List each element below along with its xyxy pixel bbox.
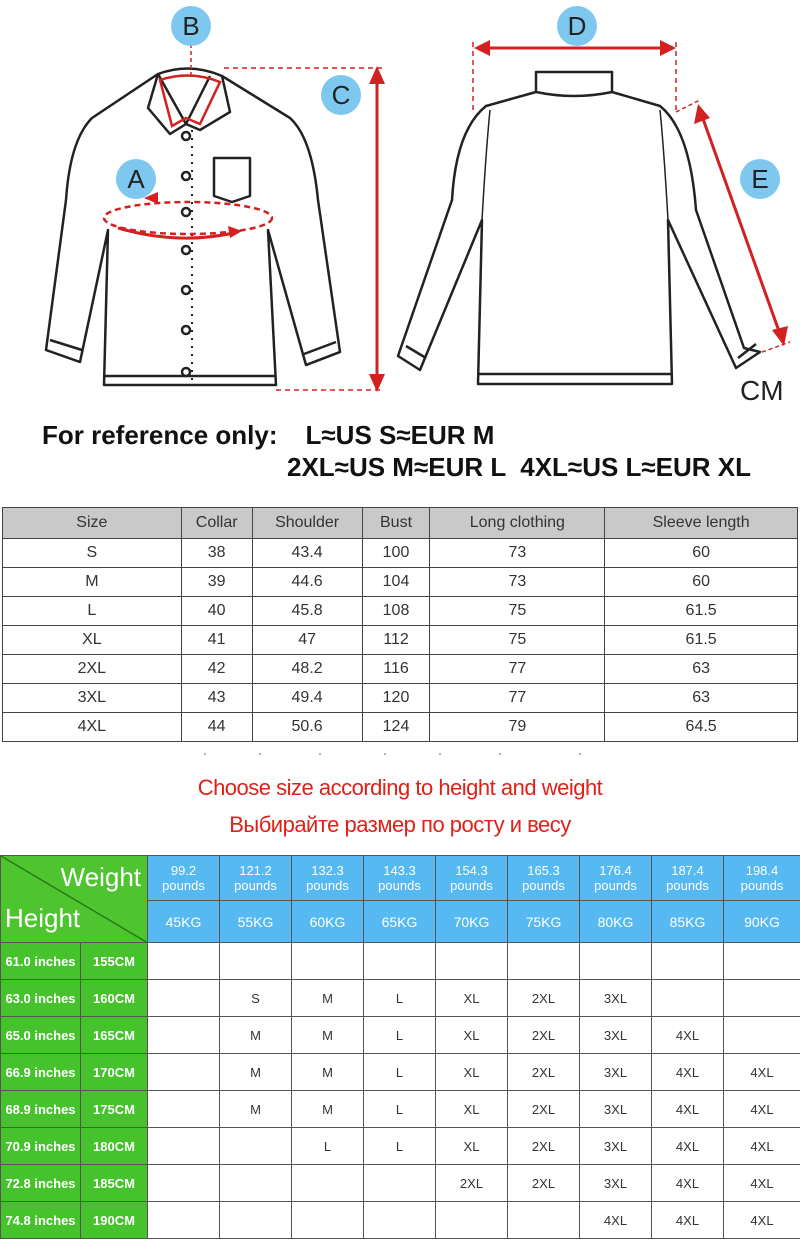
label-d: D <box>557 6 597 46</box>
label-e: E <box>740 159 780 199</box>
recommended-size-cell: L <box>364 1128 436 1165</box>
size-cell: 116 <box>362 655 430 684</box>
size-cell: 73 <box>430 568 605 597</box>
reference-l: L≈US S≈EUR M <box>305 420 495 450</box>
recommended-size-cell: M <box>220 1091 292 1128</box>
pounds-cell: 176.4 pounds <box>580 856 652 901</box>
weight-label: Weight <box>60 862 141 892</box>
recommended-size-cell: 4XL <box>724 1054 800 1091</box>
recommended-size-cell: XL <box>436 1054 508 1091</box>
recommended-size-cell: 4XL <box>724 1202 800 1239</box>
height-row <box>1 1202 800 1239</box>
size-cell: 112 <box>362 626 430 655</box>
recommended-size-cell: 2XL <box>508 1128 580 1165</box>
recommended-size-cell: 4XL <box>724 1165 800 1202</box>
kg-cell: 45KG <box>148 901 220 943</box>
kg-cell: 90KG <box>724 901 800 943</box>
pounds-cell: 198.4 pounds <box>724 856 800 901</box>
choose-size-russian: Выбирайте размер по росту и весу <box>229 812 571 837</box>
size-cell: L <box>3 597 182 626</box>
size-cell: 44.6 <box>252 568 362 597</box>
pounds-cell: 187.4 pounds <box>652 856 724 901</box>
recommended-size-cell: 4XL <box>652 1128 724 1165</box>
size-cell: 40 <box>181 597 252 626</box>
size-cell: 48.2 <box>252 655 362 684</box>
recommended-size-cell <box>364 943 436 980</box>
recommended-size-cell: S <box>220 980 292 1017</box>
recommended-size-cell: 2XL <box>436 1165 508 1202</box>
recommended-size-cell: M <box>292 1017 364 1054</box>
size-cell: XL <box>3 626 182 655</box>
recommended-size-cell: XL <box>436 1091 508 1128</box>
recommended-size-cell <box>580 943 652 980</box>
size-cell: 63 <box>605 684 798 713</box>
size-cell: 44 <box>181 713 252 742</box>
height-row <box>1 1017 800 1054</box>
size-cell: 64.5 <box>605 713 798 742</box>
choose-size-english: Choose size according to height and weight <box>197 775 603 800</box>
recommended-size-cell <box>292 1202 364 1239</box>
recommended-size-cell: 3XL <box>580 980 652 1017</box>
size-cell: 43 <box>181 684 252 713</box>
size-cell: 77 <box>430 655 605 684</box>
shirt-diagram-svg <box>0 0 800 410</box>
size-row <box>3 713 798 742</box>
reference-line-1 <box>42 420 494 451</box>
kg-cell: 75KG <box>508 901 580 943</box>
height-cm: 190CM <box>81 1202 148 1239</box>
size-row <box>3 539 798 568</box>
recommended-size-cell <box>724 980 800 1017</box>
size-cell: 45.8 <box>252 597 362 626</box>
recommended-size-cell: M <box>292 1054 364 1091</box>
size-cell: 2XL <box>3 655 182 684</box>
recommended-size-cell <box>220 943 292 980</box>
size-cell: 4XL <box>3 713 182 742</box>
size-row <box>3 597 798 626</box>
measurement-diagram <box>0 0 800 410</box>
size-cell: 75 <box>430 597 605 626</box>
height-row <box>1 980 800 1017</box>
size-chart-table <box>2 507 798 742</box>
size-cell: 108 <box>362 597 430 626</box>
size-cell: 104 <box>362 568 430 597</box>
bust-ellipse <box>104 202 272 234</box>
size-cell: 3XL <box>3 684 182 713</box>
recommended-size-cell: 4XL <box>652 1091 724 1128</box>
size-cell: 61.5 <box>605 597 798 626</box>
height-cm: 155CM <box>81 943 148 980</box>
size-cell: 50.6 <box>252 713 362 742</box>
height-inches: 65.0 inches <box>1 1017 81 1054</box>
recommended-size-cell: 4XL <box>652 1017 724 1054</box>
size-cell: 61.5 <box>605 626 798 655</box>
height-cm: 165CM <box>81 1017 148 1054</box>
recommended-size-cell: 4XL <box>652 1165 724 1202</box>
unit-label: CM <box>740 375 784 406</box>
height-cm: 180CM <box>81 1128 148 1165</box>
pounds-cell: 154.3 pounds <box>436 856 508 901</box>
recommended-size-cell: 3XL <box>580 1091 652 1128</box>
size-row <box>3 655 798 684</box>
header-bust: Bust <box>362 508 430 539</box>
reference-prefix: For reference only: <box>42 420 278 450</box>
size-cell: 49.4 <box>252 684 362 713</box>
header-long-clothing: Long clothing <box>430 508 605 539</box>
recommended-size-cell: 2XL <box>508 1054 580 1091</box>
height-cm: 175CM <box>81 1091 148 1128</box>
reference-4xl: 4XL≈US L≈EUR XL <box>520 452 752 482</box>
recommended-size-cell: L <box>364 1054 436 1091</box>
recommended-size-cell <box>292 1165 364 1202</box>
recommended-size-cell <box>652 980 724 1017</box>
recommended-size-cell: XL <box>436 1128 508 1165</box>
kg-cell: 85KG <box>652 901 724 943</box>
recommended-size-cell <box>508 1202 580 1239</box>
height-inches: 74.8 inches <box>1 1202 81 1239</box>
recommended-size-cell <box>148 980 220 1017</box>
header-collar: Collar <box>181 508 252 539</box>
recommended-size-cell <box>724 943 800 980</box>
recommended-size-cell <box>220 1165 292 1202</box>
size-cell: 79 <box>430 713 605 742</box>
recommended-size-cell: 2XL <box>508 1165 580 1202</box>
recommended-size-cell: 4XL <box>724 1128 800 1165</box>
size-cell: 42 <box>181 655 252 684</box>
recommended-size-cell: 3XL <box>580 1017 652 1054</box>
height-cm: 170CM <box>81 1054 148 1091</box>
pounds-cell: 132.3 pounds <box>292 856 364 901</box>
recommended-size-cell <box>148 1054 220 1091</box>
kg-cell: 65KG <box>364 901 436 943</box>
height-row <box>1 1128 800 1165</box>
recommended-size-cell <box>436 943 508 980</box>
height-inches: 72.8 inches <box>1 1165 81 1202</box>
recommended-size-cell: L <box>364 980 436 1017</box>
recommended-size-cell <box>652 943 724 980</box>
size-cell: 75 <box>430 626 605 655</box>
pounds-cell: 165.3 pounds <box>508 856 580 901</box>
recommended-size-cell <box>508 943 580 980</box>
recommended-size-cell <box>364 1165 436 1202</box>
height-label: Height <box>5 903 81 933</box>
pounds-cell: 121.2 pounds <box>220 856 292 901</box>
kg-cell: 70KG <box>436 901 508 943</box>
kg-cell: 80KG <box>580 901 652 943</box>
recommended-size-cell: M <box>220 1017 292 1054</box>
height-weight-table <box>0 855 800 1239</box>
recommended-size-cell: XL <box>436 1017 508 1054</box>
recommended-size-cell: XL <box>436 980 508 1017</box>
recommended-size-cell <box>148 1091 220 1128</box>
header-size: Size <box>3 508 182 539</box>
pounds-cell: 99.2 pounds <box>148 856 220 901</box>
header-sleeve-length: Sleeve length <box>605 508 798 539</box>
height-inches: 66.9 inches <box>1 1054 81 1091</box>
size-cell: 41 <box>181 626 252 655</box>
size-cell: M <box>3 568 182 597</box>
recommended-size-cell: 2XL <box>508 1091 580 1128</box>
size-cell: 60 <box>605 568 798 597</box>
recommended-size-cell: L <box>292 1128 364 1165</box>
recommended-size-cell <box>436 1202 508 1239</box>
height-cm: 185CM <box>81 1165 148 1202</box>
recommended-size-cell: 4XL <box>652 1054 724 1091</box>
label-c: C <box>321 75 361 115</box>
height-row <box>1 1054 800 1091</box>
size-cell: 43.4 <box>252 539 362 568</box>
recommended-size-cell: L <box>364 1017 436 1054</box>
header-shoulder: Shoulder <box>252 508 362 539</box>
recommended-size-cell: L <box>364 1091 436 1128</box>
recommended-size-cell <box>148 943 220 980</box>
recommended-size-cell <box>148 1202 220 1239</box>
size-cell: 73 <box>430 539 605 568</box>
recommended-size-cell: M <box>292 1091 364 1128</box>
divider-dots <box>200 752 600 756</box>
recommended-size-cell <box>148 1017 220 1054</box>
kg-cell: 60KG <box>292 901 364 943</box>
recommended-size-cell: 3XL <box>580 1165 652 1202</box>
size-cell: 39 <box>181 568 252 597</box>
size-chart-header <box>3 508 798 539</box>
height-inches: 68.9 inches <box>1 1091 81 1128</box>
recommended-size-cell: 4XL <box>580 1202 652 1239</box>
recommended-size-cell <box>220 1202 292 1239</box>
reference-line-2 <box>287 452 751 483</box>
recommended-size-cell: M <box>292 980 364 1017</box>
size-row <box>3 568 798 597</box>
recommended-size-cell <box>292 943 364 980</box>
pounds-row <box>1 856 800 901</box>
recommended-size-cell: 4XL <box>724 1091 800 1128</box>
recommended-size-cell <box>220 1128 292 1165</box>
recommended-size-cell <box>724 1017 800 1054</box>
size-cell: S <box>3 539 182 568</box>
height-row <box>1 1165 800 1202</box>
size-cell: 60 <box>605 539 798 568</box>
recommended-size-cell: 4XL <box>652 1202 724 1239</box>
height-cm: 160CM <box>81 980 148 1017</box>
size-cell: 38 <box>181 539 252 568</box>
size-row <box>3 626 798 655</box>
label-a: A <box>116 159 156 199</box>
size-cell: 120 <box>362 684 430 713</box>
height-row <box>1 943 800 980</box>
recommended-size-cell: 2XL <box>508 1017 580 1054</box>
height-inches: 70.9 inches <box>1 1128 81 1165</box>
recommended-size-cell <box>148 1165 220 1202</box>
size-cell: 124 <box>362 713 430 742</box>
size-cell: 77 <box>430 684 605 713</box>
size-cell: 100 <box>362 539 430 568</box>
recommended-size-cell: 2XL <box>508 980 580 1017</box>
reference-2xl: 2XL≈US M≈EUR L <box>287 452 507 482</box>
recommended-size-cell <box>148 1128 220 1165</box>
recommended-size-cell: 3XL <box>580 1128 652 1165</box>
pounds-cell: 143.3 pounds <box>364 856 436 901</box>
size-row <box>3 684 798 713</box>
height-inches: 63.0 inches <box>1 980 81 1017</box>
collar-highlight <box>160 75 220 126</box>
recommended-size-cell <box>364 1202 436 1239</box>
size-cell: 47 <box>252 626 362 655</box>
height-row <box>1 1091 800 1128</box>
label-b: B <box>171 6 211 46</box>
weight-height-corner <box>1 856 148 943</box>
size-cell: 63 <box>605 655 798 684</box>
recommended-size-cell: M <box>220 1054 292 1091</box>
kg-cell: 55KG <box>220 901 292 943</box>
recommended-size-cell: 3XL <box>580 1054 652 1091</box>
height-inches: 61.0 inches <box>1 943 81 980</box>
